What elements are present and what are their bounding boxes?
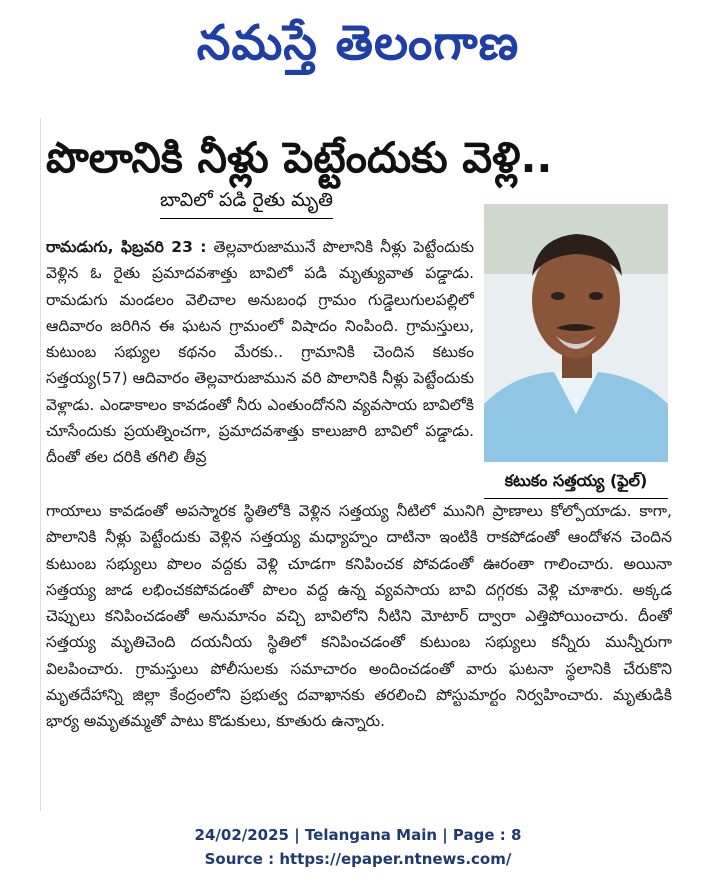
article-dateline: రామడుగు, ఫిబ్రవరి 23 : bbox=[46, 238, 207, 256]
masthead bbox=[0, 4, 716, 82]
farmer-photo bbox=[484, 204, 668, 462]
masthead-title: నమస్తే తెలంగాణ bbox=[196, 15, 520, 71]
footer-source-link[interactable]: Source : https://epaper.ntnews.com/ bbox=[204, 850, 512, 868]
farmer-portrait-image bbox=[484, 204, 668, 462]
article-body-a: తెల్లవారుజామునే పొలానికి నీళ్లు పెట్టేందుకు వెళ్లిన ఓ రైతు ప్రమాదవశాత్తు బావిలో పడి మృత్యువాత పడ్డాడు. రామడుగు మండలం వెలిచాల అనుబంధ గ్రామం గుడ్డెలుగులపల్లిలో ఆదివారం జరిగిన ఈ ఘటన గ్రామంలో విషాదం నింపింది. గ్రామస్తులు, కుటుంబ సభ్యుల కథనం మేరకు.. గ్రామానికి చెందిన కటుకం సత్తయ్య(57) ఆదివారం తెల్లవారుజామున వరి పొలానికి నీళ్లు పెట్టేందుకు వెళ్లాడు. ఎండాకాలం కావడంతో నీరు ఎంతుందోనని వ్యవసాయ బావిలోకి చూసేందుకు ప్రయత్నించగా, ప్రమాదవశాత్తు కాలుజారి బావిలో పడ్డాడు. దీంతో తల దరికి తగిలి తీవ్ర bbox=[46, 238, 474, 467]
article-headline: పొలానికి నీళ్లు పెట్టేందుకు వెళ్లి.. bbox=[46, 133, 553, 182]
article-paragraph-b: గాయాలు కావడంతో అపస్మారక స్థితిలోకి వెళ్లిన సత్తయ్య నీటిలో మునిగి ప్రాణాలు కోల్పోయాడు. కాగా, పొలానికి నీళ్లు పెట్టేందుకు వెళ్లిన సత్తయ్య మధ్యాహ్నం దాటినా ఇంటికి రాకపోడంతో ఆందోళన చెందిన కుటుంబ సభ్యులు పొలం వద్దకు వెళ్లి చూడగా కనిపించక పోవడంతో ఊరంతా గాలించారు. అయినా సత్తయ్య జాడ లభించకపోవడంతో పొలం వద్ద ఉన్న వ్యవసాయ బావి దగ్గరకు వెళ్లి చూశారు. అక్కడ చెప్పులు కనిపించడంతో అనుమానం వచ్చి బావిలోని నీటిని మోటార్ ద్వారా ఎత్తిపోయించారు. దీంతో సత్తయ్య మృతిచెంది దయనీయ స్థితిలో కనిపించడంతో కుటుంబ సభ్యులు కన్నీరు మున్నీరుగా విలపించారు. గ్రామస్తులు పోలీసులకు సమాచారం అందించడంతో వారు ఘటనా స్థలానికి చేరుకొని మృతదేహాన్ని జిల్లా కేంద్రంలోని ప్రభుత్వ దవాఖానకు తరలించి పోస్టుమార్టం నిర్వహించారు. మృతుడికి భార్య అమృతమ్మతో పాటు కొడుకులు, కూతురు ఉన్నారు. bbox=[46, 502, 672, 731]
article-subheadline: బావిలో పడి రైతు మృతి bbox=[160, 186, 333, 219]
photo-caption: కటుకం సత్తయ్య (ఫైల్) bbox=[484, 464, 668, 499]
article-paragraph-a bbox=[46, 234, 474, 524]
footer-edition-info: 24/02/2025 | Telangana Main | Page : 8 bbox=[194, 826, 522, 844]
